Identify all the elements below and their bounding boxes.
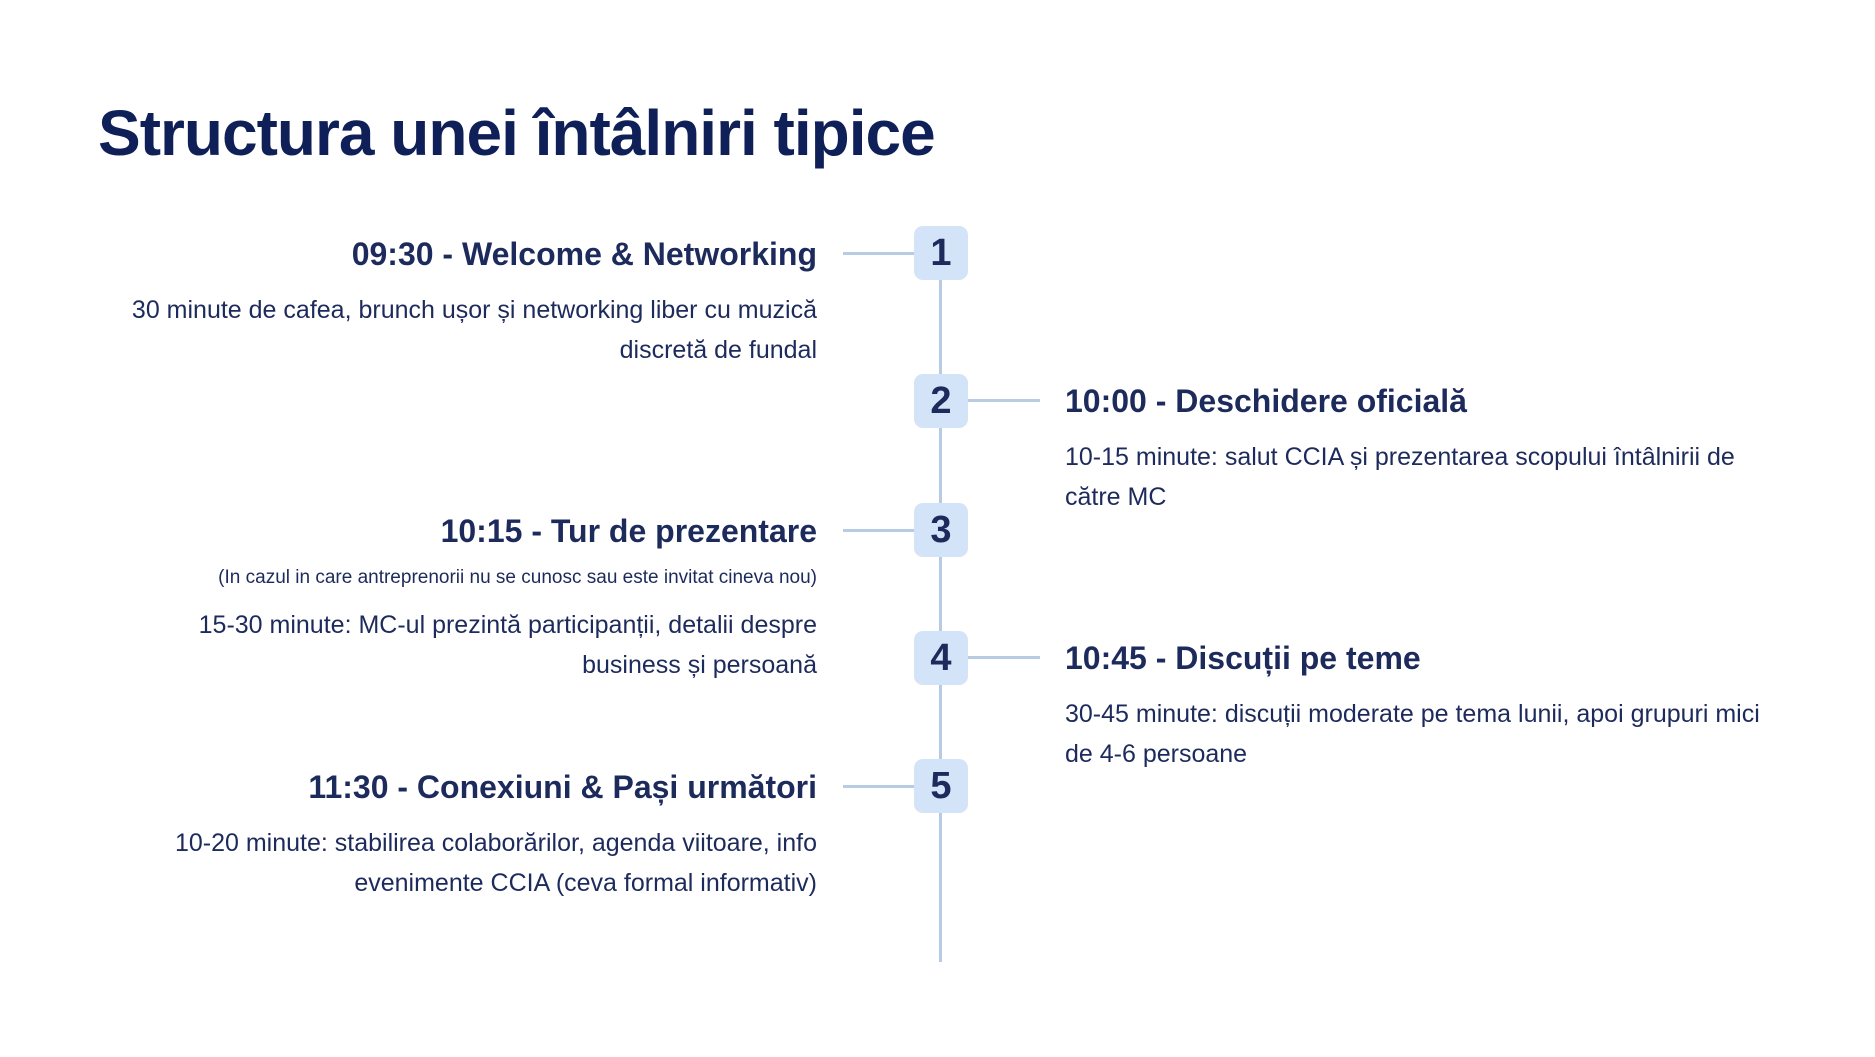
step-1-description: 30 minute de cafea, brunch ușor și networking liber cu muzică discretă de fundal (131, 296, 817, 364)
step-2-title: 10:00 - Deschidere oficială (1065, 383, 1467, 419)
step-5-badge: 5 (914, 759, 968, 813)
step-5-title: 11:30 - Conexiuni & Pași următori (308, 769, 817, 805)
step-4-connector (966, 656, 1040, 659)
timeline-line (939, 250, 942, 962)
slide-title: Structura unei întâlniri tipice (98, 97, 935, 169)
step-2-event (1065, 381, 1795, 517)
step-2-badge: 2 (914, 374, 968, 428)
step-4-description: 30-45 minute: discuții moderate pe tema lunii, apoi grupuri mici de 4-6 persoane (1065, 700, 1760, 768)
step-4-title: 10:45 - Discuții pe teme (1065, 640, 1421, 676)
step-3-title: 10:15 - Tur de prezentare (440, 513, 817, 549)
step-5-connector (843, 785, 915, 788)
step-1-event (87, 234, 817, 370)
step-5-event (87, 767, 817, 903)
step-2-description: 10-15 minute: salut CCIA și prezentarea scopului întâlnirii de către MC (1065, 443, 1735, 511)
step-5-description: 10-20 minute: stabilirea colaborărilor, agenda viitoare, info evenimente CCIA (ceva formal informativ) (174, 829, 817, 897)
step-1-title: 09:30 - Welcome & Networking (351, 236, 817, 272)
step-3-note: (In cazul in care antreprenorii nu se cunosc sau este invitat cineva nou) (218, 567, 817, 588)
step-4-event (1065, 638, 1795, 774)
step-2-connector (966, 399, 1040, 402)
step-1-badge: 1 (914, 226, 968, 280)
step-4-badge: 4 (914, 631, 968, 685)
step-3-connector (843, 529, 915, 532)
step-1-connector (843, 252, 915, 255)
step-3-description: 15-30 minute: MC-ul prezintă participanții, detalii despre business și persoană (198, 611, 817, 679)
step-3-event (87, 511, 817, 685)
step-3-badge: 3 (914, 503, 968, 557)
